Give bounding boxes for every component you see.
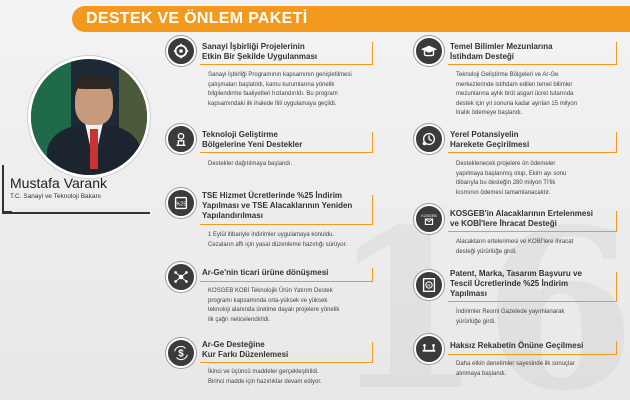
- page-title: DESTEK VE ÖNLEM PAKETİ: [86, 10, 308, 27]
- item-title: Yerel Potansiyelin Harekete Geçirilmesi: [450, 130, 530, 149]
- item-rule-vertical: [372, 268, 373, 282]
- item-rule-vertical: [616, 341, 617, 355]
- item-title: TSE Hizmet Ücretlerinde %25 İndirim Yapılması ve TSE Alacaklarının Yeniden Yapılandırılması: [202, 191, 353, 220]
- svg-text:$: $: [178, 348, 184, 360]
- item-rule-vertical: [616, 272, 617, 302]
- item-title: Sanayi İşbirliği Projelerinin Etkin Bir Şekilde Uygulanması: [202, 42, 318, 61]
- item-rule-vertical: [616, 132, 617, 153]
- item-body: Teknoloji Geliştirme Bölgeleri ve Ar-Ge merkezlerinde istihdam edilen temel bilimler mezunlarına aylık brüt asgari ücret tutarında destek için yıl sonuna kadar ayrılan 15 milyon liralık ödemeye başlandı.: [456, 72, 578, 116]
- item-rule: [448, 354, 616, 355]
- svg-text:KOSGEB: KOSGEB: [421, 214, 437, 219]
- patent-trademark-icon: [414, 270, 444, 300]
- item-title: Teknoloji Geliştirme Bölgelerine Yeni Destekler: [202, 130, 303, 149]
- local-potential-icon: [414, 124, 444, 154]
- item-rule-vertical: [372, 42, 373, 65]
- handshake-gear-icon: [166, 36, 196, 66]
- item-body: KOSGEB KOBİ Teknolojik Ürün Yatırım Destek programı kapsamında orta-yüksek ve yüksek teknoloji alanında üretime dayalı projelere yönelik ilk çağrı neticelendirildi.: [208, 288, 340, 323]
- item-title: KOSGEB'in Alacaklarının Ertelenmesi ve KOBİ'lere İhracat Desteği: [450, 209, 593, 228]
- item-rule-vertical: [616, 42, 617, 65]
- item-rule: [448, 64, 616, 65]
- exchange-rate-icon: [166, 338, 196, 368]
- person-name: Mustafa Varank: [10, 175, 108, 191]
- item-body: 1 Eylül itibariyle indirimler uygulamaya konuldu. Cezaların affı için yasal düzenleme hazırlığı sürüyor.: [208, 232, 347, 248]
- item-rule: [200, 362, 372, 363]
- item-rule: [200, 224, 372, 225]
- item-body: Sanayi İşbirliği Programının kapsamının genişletilmesi çalışmaları başlatıldı, kamu kurumlarına yönelik bilgilendirme faaliyetleri hızlandırıldı. Bu program kapsamındaki ilk ihalede fiili uygulamaya geçildi.: [208, 72, 352, 107]
- competition-barrier-icon: [414, 334, 444, 364]
- item-rule: [200, 281, 372, 282]
- svg-text:%25: %25: [175, 201, 187, 208]
- item-rule: [448, 301, 616, 302]
- item-title: Ar-Ge'nin ticari ürüne dönüşmesi: [202, 268, 329, 277]
- item-title: Ar-Ge Desteğine Kur Farkı Düzenlemesi: [202, 340, 289, 359]
- graduation-cap-icon: [414, 36, 444, 66]
- technology-park-icon: [166, 124, 196, 154]
- item-rule-vertical: [372, 195, 373, 225]
- item-title: Haksız Rekabetin Önüne Geçilmesi: [450, 341, 584, 350]
- item-body: Alacakların ertelenmesi ve KOBİ'lere ihracat desteği yürürlüğe girdi.: [456, 239, 574, 255]
- kosgeb-icon: [414, 204, 444, 234]
- item-body: İndirimler Resmi Gazetede yayımlanarak yürürlüğe girdi.: [456, 309, 565, 325]
- rnd-network-icon: [166, 262, 196, 292]
- item-rule: [448, 231, 616, 232]
- item-title: Temel Bilimler Mezunlarına İstihdam Desteği: [450, 42, 553, 61]
- item-body: İkinci ve üçüncü maddeler gerçekleştirildi. Birinci madde için hazırlıklar devam ediyor.: [208, 369, 322, 385]
- item-title: Patent, Marka, Tasarım Başvuru ve Tescil Ücretlerinde %25 İndirim Yapılması: [450, 269, 582, 298]
- item-rule-vertical: [372, 342, 373, 363]
- item-body: Destekler dağıtılmaya başlandı.: [208, 161, 293, 167]
- item-rule-vertical: [372, 132, 373, 153]
- item-body: Daha etkin denetimler sayesinde ilk sonuçlar alınmaya başlandı.: [456, 361, 575, 377]
- item-rule: [200, 152, 372, 153]
- item-rule: [200, 64, 372, 65]
- name-underline: [2, 212, 150, 214]
- tse-percent-icon: [166, 188, 196, 218]
- item-body: Desteklenecek projelere ön ödemeler yapılmaya başlanmış olup, Ekim ayı sonu itibarıyla bu desteğin 280 milyon TI'lik kısmının ödemesi tamamlanacaktır.: [456, 161, 567, 196]
- item-rule: [448, 152, 616, 153]
- item-rule-vertical: [616, 211, 617, 232]
- minister-photo: [28, 56, 150, 178]
- svg-text:R: R: [427, 282, 431, 288]
- person-title: T.C. Sanayi ve Teknoloji Bakanı: [10, 193, 101, 200]
